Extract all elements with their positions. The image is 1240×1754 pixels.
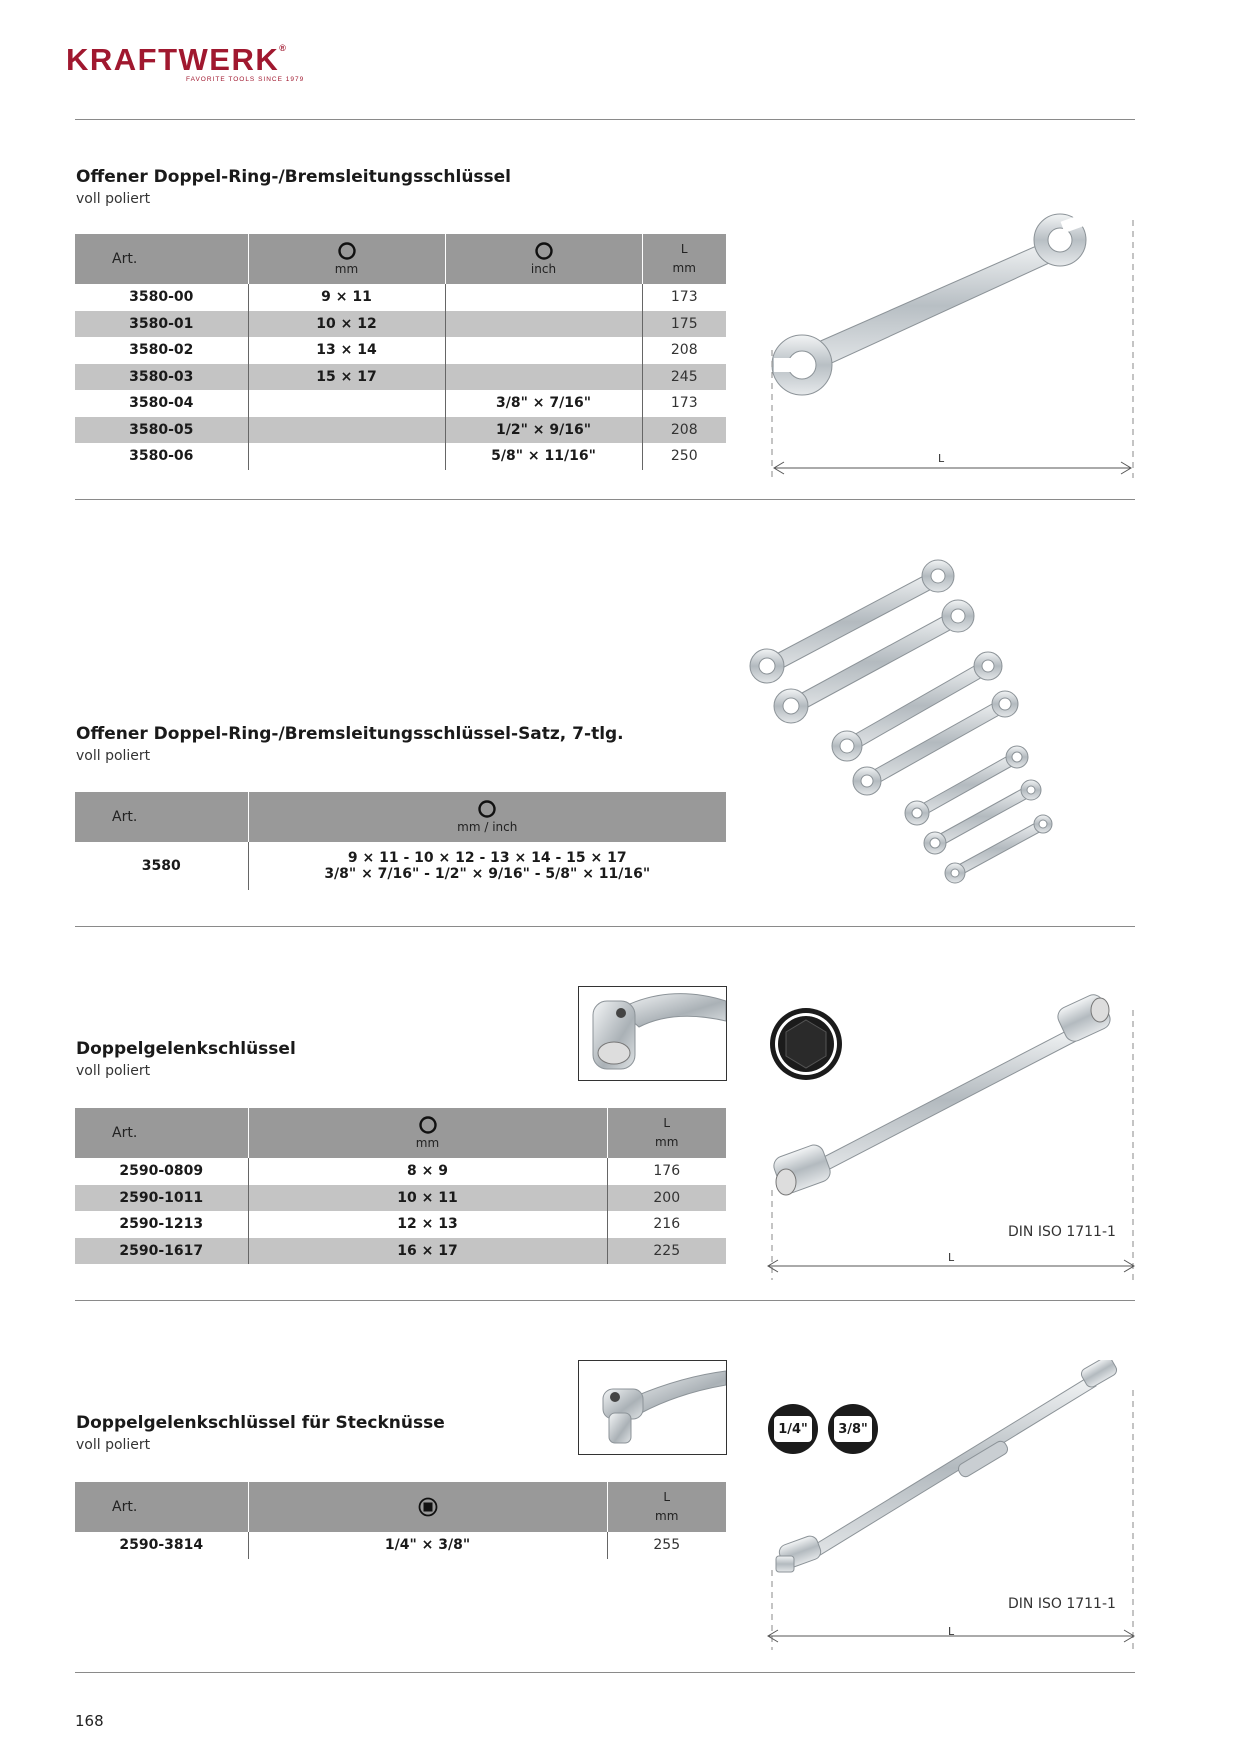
ring-wrench-icon [337, 241, 357, 261]
cell-length: 176 [653, 1163, 681, 1180]
cell-art: 3580-04 [75, 390, 248, 417]
col-unit: mm [655, 1135, 679, 1149]
sizes-imperial: 3/8" × 7/16" - 1/2" × 9/16" - 5/8" × 11/16" [324, 866, 651, 882]
spec-table [75, 792, 726, 890]
detail-inset-image [578, 986, 727, 1081]
cell-sizes [248, 842, 726, 890]
cell-art: 3580 [75, 842, 248, 890]
cell-length: 208 [670, 342, 698, 359]
cell-mm: 12 × 13 [248, 1211, 607, 1238]
section-subtitle: voll poliert [76, 1063, 151, 1079]
divider [75, 1672, 1135, 1673]
cell-length: 208 [642, 417, 726, 444]
col-top: L [663, 1115, 671, 1130]
square-drive-icon [418, 1497, 438, 1517]
section-title: Doppelgelenkschlüssel [76, 1039, 296, 1059]
section-subtitle: voll poliert [76, 748, 151, 764]
brand-name: KRAFTWERK [66, 42, 280, 77]
cell-inch: 3/8" × 7/16" [445, 390, 642, 417]
col-unit: mm [334, 262, 359, 277]
col-unit: inch [530, 262, 557, 277]
standard-label: DIN ISO 1711-1 [1008, 1596, 1116, 1612]
table-header-row [75, 792, 726, 842]
brand-tagline: FAVORITE TOOLS SINCE 1979 [186, 76, 305, 83]
col-header-length [607, 1108, 726, 1158]
flare-nut-wrench-image [760, 200, 1140, 490]
col-top: L [663, 1489, 671, 1504]
cell-mm: 10 × 11 [248, 1185, 607, 1212]
cell-mm: 8 × 9 [248, 1158, 607, 1185]
cell-length: 225 [607, 1238, 726, 1265]
dimension-label: L [938, 452, 945, 465]
section-title: Offener Doppel-Ring-/Bremsleitungsschlüssel-Satz, 7-tlg. [76, 724, 624, 744]
cell-mm: 15 × 17 [248, 364, 445, 391]
table-row [75, 417, 726, 444]
section-title: Doppelgelenkschlüssel für Stecknüsse [76, 1413, 445, 1433]
col-header-art: Art. [75, 1482, 248, 1532]
spec-table [75, 1108, 726, 1264]
ring-wrench-icon [477, 799, 497, 819]
cell-mm: 9 × 11 [248, 284, 445, 311]
table-row [75, 390, 726, 417]
table-header-row [75, 1108, 726, 1158]
swivel-head-detail [579, 987, 726, 1080]
sizes-metric: 9 × 11 - 10 × 12 - 13 × 14 - 15 × 17 [347, 849, 627, 866]
section-subtitle: voll poliert [76, 191, 151, 207]
cell-length: 216 [653, 1216, 681, 1233]
col-unit: mm [655, 1509, 679, 1523]
table-row [75, 1158, 726, 1185]
cell-art: 2590-0809 [75, 1158, 248, 1185]
cell-length: 245 [642, 364, 726, 391]
cell-length: 255 [653, 1537, 681, 1554]
cell-inch [445, 311, 642, 338]
table-row [75, 284, 726, 311]
table-row [75, 1532, 726, 1559]
table-row [75, 842, 726, 890]
ring-wrench-icon [418, 1115, 438, 1135]
table-row [75, 1185, 726, 1212]
cell-length: 250 [670, 448, 698, 465]
table-row [75, 1211, 726, 1238]
col-unit: mm / inch [457, 820, 518, 835]
spec-table [75, 234, 726, 470]
dimension-label: L [948, 1251, 955, 1264]
col-header-art: Art. [75, 792, 248, 842]
detail-inset-image [578, 1360, 727, 1455]
table-row [75, 1238, 726, 1265]
section-subtitle: voll poliert [76, 1437, 151, 1453]
col-header-inch [445, 234, 642, 284]
col-header-mm [248, 1108, 607, 1158]
cell-art: 3580-01 [75, 311, 248, 338]
registered-mark: ® [279, 43, 286, 53]
table-header-row [75, 1482, 726, 1532]
cell-mm: 16 × 17 [248, 1238, 607, 1265]
cell-art: 2590-1011 [75, 1185, 248, 1212]
cell-inch [445, 364, 642, 391]
table-row [75, 337, 726, 364]
cell-art: 3580-00 [75, 284, 248, 311]
cell-mm [248, 417, 445, 444]
table-row [75, 311, 726, 338]
col-header-length [642, 234, 726, 284]
col-unit: mm [672, 261, 696, 275]
cell-art: 3580-03 [75, 364, 248, 391]
cell-length: 175 [642, 311, 726, 338]
socket-swivel-detail [579, 1361, 726, 1454]
cell-length: 200 [607, 1185, 726, 1212]
cell-mm: 13 × 14 [248, 337, 445, 364]
ring-wrench-icon [534, 241, 554, 261]
cell-art: 2590-1617 [75, 1238, 248, 1265]
drive-badge-label: 3/8" [834, 1416, 872, 1442]
table-row [75, 443, 726, 470]
cell-art: 3580-02 [75, 337, 248, 364]
cell-inch [445, 284, 642, 311]
cell-art: 2590-1213 [75, 1211, 248, 1238]
drive-badge-label: 1/4" [774, 1416, 812, 1442]
col-header-art: Art. [75, 1108, 248, 1158]
col-header-length [607, 1482, 726, 1532]
cell-art: 2590-3814 [75, 1532, 248, 1559]
divider [75, 499, 1135, 500]
table-header-row [75, 234, 726, 284]
table-row [75, 364, 726, 391]
cell-mm [248, 390, 445, 417]
cell-inch: 1/2" × 9/16" [445, 417, 642, 444]
col-header-art: Art. [75, 234, 248, 284]
cell-inch: 5/8" × 11/16" [445, 443, 642, 470]
divider [75, 119, 1135, 120]
col-header-mm [248, 234, 445, 284]
col-header-size [248, 792, 726, 842]
cell-inch [445, 337, 642, 364]
spec-table [75, 1482, 726, 1559]
cell-length: 173 [670, 289, 698, 306]
wrench-set-image [745, 540, 1125, 900]
cell-mm: 10 × 12 [248, 311, 445, 338]
cell-length: 173 [670, 395, 698, 412]
col-unit: mm [415, 1136, 440, 1151]
cell-drive: 1/4" × 3/8" [248, 1532, 607, 1559]
cell-mm [248, 443, 445, 470]
col-top: L [680, 241, 688, 256]
standard-label: DIN ISO 1711-1 [1008, 1224, 1116, 1240]
divider [75, 926, 1135, 927]
divider [75, 1300, 1135, 1301]
cell-art: 3580-05 [75, 417, 248, 444]
brand-logo [66, 44, 286, 75]
col-header-drive [248, 1482, 607, 1532]
section-title: Offener Doppel-Ring-/Bremsleitungsschlüssel [76, 167, 512, 187]
dimension-label: L [948, 1625, 955, 1638]
cell-art: 3580-06 [75, 443, 248, 470]
page-number: 168 [75, 1712, 104, 1730]
